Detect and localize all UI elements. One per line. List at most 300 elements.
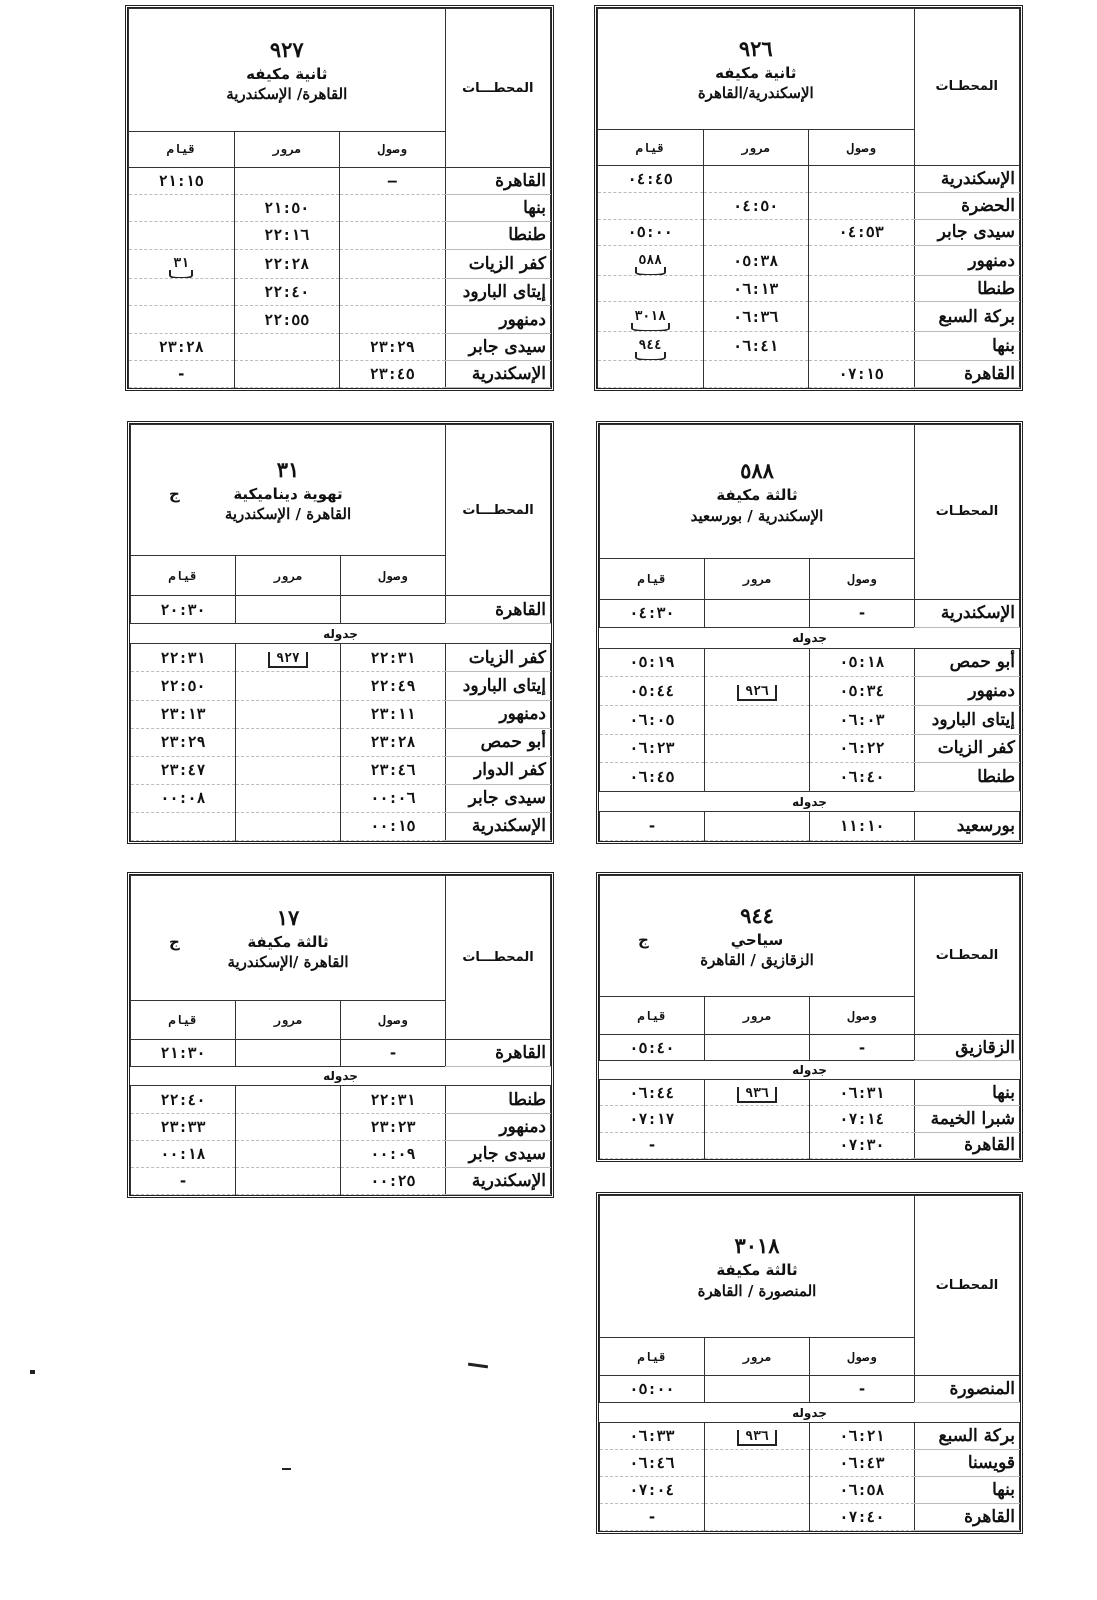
train-number: ٣١ — [276, 456, 300, 482]
pass-time — [703, 165, 809, 192]
train-type: ثانية مكيفه — [246, 64, 328, 83]
pass-time — [705, 1449, 810, 1476]
arrival-time — [809, 331, 915, 360]
arrival-time — [809, 275, 915, 302]
station-name: بورسعيد — [915, 812, 1020, 841]
table-row — [131, 1167, 551, 1194]
table-row — [600, 1422, 1020, 1449]
connection-train: ٣٠١٨ — [629, 310, 672, 328]
table-row — [598, 165, 1020, 192]
pass-time: ٢٢:٢٨ — [234, 249, 340, 279]
train-card-31 — [127, 421, 554, 844]
station-name: إيتاى البارود — [915, 705, 1020, 734]
depart-time: ٢١:١٥ — [129, 168, 235, 195]
pass-header: مرور — [705, 997, 810, 1035]
station-name: طنطا — [914, 275, 1020, 302]
train-card-3018 — [596, 1192, 1023, 1534]
depart-time: ٠٦:٠٥ — [600, 705, 705, 734]
train-route: المنصورة / القاهرة — [697, 1281, 817, 1300]
schedule-divider — [600, 628, 1020, 648]
arrival-time: - — [810, 599, 915, 628]
depart-time: ٠٥:٤٤ — [600, 677, 705, 706]
station-name: شبرا الخيمة — [915, 1106, 1020, 1132]
depart-time: - — [600, 812, 705, 841]
arrival-time — [809, 192, 915, 219]
arrival-time: ٠٠:٢٥ — [341, 1167, 446, 1194]
pass-time: ٢١:٥٠ — [234, 195, 340, 222]
depart-time — [129, 279, 235, 306]
arrival-time: ٠٧:٤٠ — [810, 1503, 915, 1530]
pass-time — [705, 1503, 810, 1530]
table-row — [600, 812, 1020, 841]
stations-header: المحطـــات — [445, 9, 551, 168]
train-header — [598, 9, 915, 130]
schedule-label: جدوله — [600, 791, 1020, 811]
depart-time — [129, 249, 235, 279]
pass-time — [705, 812, 810, 841]
arrival-time: ٢٣:٤٦ — [341, 756, 446, 784]
pass-time — [236, 1140, 341, 1167]
arrival-time: ٠٧:٣٠ — [810, 1132, 915, 1158]
table-row — [131, 812, 551, 840]
table-row — [600, 1376, 1020, 1403]
arrival-time — [340, 279, 446, 306]
pass-time — [236, 812, 341, 840]
station-name: الزقازيق — [915, 1035, 1020, 1061]
arrival-time: - — [341, 1040, 446, 1067]
station-name: بنها — [915, 1476, 1020, 1503]
arrival-time: ٠٦:٠٣ — [810, 705, 915, 734]
train-type: ثالثة مكيفة — [716, 1261, 798, 1280]
connection-train: ٩٢٧ — [268, 652, 307, 668]
station-name: قويسنا — [915, 1449, 1020, 1476]
train-type — [135, 932, 441, 952]
schedule-label: جدوله — [131, 1067, 551, 1086]
depart-time: ٠٦:٤٥ — [600, 763, 705, 792]
pass-time: ٠٦:٤١ — [703, 331, 809, 360]
schedule-label: جدوله — [131, 624, 551, 644]
schedule-divider — [600, 1061, 1020, 1080]
table-row — [129, 360, 551, 387]
depart-time: ٠٧:١٧ — [600, 1106, 705, 1132]
train-type — [135, 484, 441, 504]
station-name: دمنهور — [446, 700, 551, 728]
table-row — [600, 1035, 1020, 1061]
schedule-divider — [600, 1403, 1020, 1422]
station-name: الإسكندرية — [446, 812, 551, 840]
train-927-rows — [129, 168, 551, 388]
depart-time: ٠٦:٤٦ — [600, 1449, 705, 1476]
pass-time — [236, 672, 341, 700]
train-route: القاهرة /الإسكندرية — [227, 953, 349, 972]
table-row — [129, 195, 551, 222]
depart-header: قيام — [131, 556, 236, 596]
station-name: طنطا — [915, 763, 1020, 792]
pass-time — [705, 1132, 810, 1158]
train-926-rows — [598, 165, 1020, 387]
arrival-time: ٠٧:١٤ — [810, 1106, 915, 1132]
pass-header: مرور — [236, 556, 341, 596]
pass-header: مرور — [703, 130, 809, 166]
table-row — [600, 648, 1020, 677]
table-row — [598, 192, 1020, 219]
pass-time — [234, 168, 340, 195]
train-card-588 — [596, 421, 1023, 844]
pass-time — [705, 648, 810, 677]
pass-time — [705, 763, 810, 792]
pass-time — [705, 599, 810, 628]
depart-time: - — [129, 360, 235, 387]
depart-time: ٠٧:٠٤ — [600, 1476, 705, 1503]
table-row — [131, 728, 551, 756]
pass-time — [236, 1113, 341, 1140]
schedule-label: جدوله — [600, 1061, 1020, 1080]
train-17-rows — [131, 1040, 551, 1195]
station-name: الإسكندرية — [446, 1167, 551, 1194]
table-row — [131, 1040, 551, 1067]
train-header — [600, 1196, 915, 1338]
pass-time — [705, 1035, 810, 1061]
pass-header: مرور — [705, 1337, 810, 1376]
arrival-time: ٠٤:٥٣ — [809, 219, 915, 246]
pass-time: ٢٢:١٦ — [234, 222, 340, 249]
depart-time: ٢٠:٣٠ — [131, 596, 236, 624]
stations-header: المحطـات — [915, 1196, 1020, 1376]
depart-header: قيام — [600, 558, 705, 599]
station-name: كفر الدوار — [446, 756, 551, 784]
schedule-label: جدوله — [600, 628, 1020, 648]
arrival-time: ٢٢:٣١ — [341, 1086, 446, 1113]
depart-time: ٠٠:١٨ — [131, 1140, 236, 1167]
depart-time: - — [600, 1132, 705, 1158]
station-name: طنطا — [446, 1086, 551, 1113]
depart-time: ٢٢:٣١ — [131, 644, 236, 672]
arrival-time — [340, 306, 446, 333]
train-type — [604, 930, 910, 950]
station-name: القاهرة — [446, 596, 551, 624]
table-row — [598, 302, 1020, 331]
train-588-rows — [600, 599, 1020, 840]
station-name: بنها — [915, 1080, 1020, 1106]
station-name: المنصورة — [915, 1376, 1020, 1403]
schedule-divider — [131, 1067, 551, 1086]
station-name: سيدى جابر — [446, 784, 551, 812]
train-number: ٥٨٨ — [740, 457, 774, 483]
depart-header: قيام — [129, 131, 235, 167]
pass-time: ٠٦:٣٦ — [703, 302, 809, 331]
station-name: دمنهور — [445, 306, 551, 333]
arrival-time: - — [810, 1376, 915, 1403]
arrival-time: ٢٢:٣١ — [341, 644, 446, 672]
depart-time: ٠٦:٣٣ — [600, 1422, 705, 1449]
depart-header: قيام — [598, 130, 704, 166]
station-name: دمنهور — [914, 246, 1020, 275]
pass-time — [236, 596, 341, 624]
train-type-label: تهوية ديناميكية — [233, 484, 343, 503]
table-row — [129, 222, 551, 249]
table-row — [600, 677, 1020, 706]
station-name: الحضرة — [914, 192, 1020, 219]
pass-time — [703, 361, 809, 388]
depart-time: ٢٣:٢٨ — [129, 333, 235, 360]
arrival-time: ٢٣:١١ — [341, 700, 446, 728]
depart-time — [598, 192, 704, 219]
arrival-header: وصول — [810, 558, 915, 599]
depart-time: ٠٦:٤٤ — [600, 1080, 705, 1106]
pass-time: ٠٦:١٣ — [703, 275, 809, 302]
station-name: كفر الزيات — [445, 249, 551, 279]
depart-header: قيام — [131, 1001, 236, 1040]
arrival-time: ٢٣:٢٨ — [341, 728, 446, 756]
arrival-time: ٠٥:١٨ — [810, 648, 915, 677]
arrival-time — [340, 249, 446, 279]
arrival-time — [809, 302, 915, 331]
station-name: القاهرة — [446, 1040, 551, 1067]
station-name: إيتاى البارود — [446, 672, 551, 700]
depart-time — [131, 812, 236, 840]
train-header — [131, 876, 446, 1001]
depart-header: قيام — [600, 997, 705, 1035]
pass-time — [236, 1086, 341, 1113]
train-card-17 — [127, 872, 554, 1198]
station-name: كفر الزيات — [446, 644, 551, 672]
station-name: دمنهور — [446, 1113, 551, 1140]
table-row — [131, 1113, 551, 1140]
train-header — [131, 425, 446, 556]
pass-time — [703, 219, 809, 246]
arrival-time: ٠٦:٤٠ — [810, 763, 915, 792]
depart-time — [129, 195, 235, 222]
stations-header: المحطـات — [915, 425, 1020, 600]
train-number: ٩٢٧ — [269, 36, 304, 62]
table-row — [600, 1449, 1020, 1476]
table-row — [600, 734, 1020, 763]
station-name: بركة السبع — [915, 1422, 1020, 1449]
station-name: إيتاى البارود — [445, 279, 551, 306]
pass-time — [705, 677, 810, 706]
station-name: القاهرة — [914, 361, 1020, 388]
arrival-time: ١١:١٠ — [810, 812, 915, 841]
connection-train: ٥٨٨ — [633, 254, 668, 272]
arrival-time: ٢٣:٢٣ — [341, 1113, 446, 1140]
pass-time — [705, 1106, 810, 1132]
depart-time: ٠٤:٣٠ — [600, 599, 705, 628]
station-name: القاهرة — [445, 168, 551, 195]
train-route: القاهرة/ الإسكندرية — [226, 85, 348, 104]
pass-time — [236, 784, 341, 812]
arrival-header: وصول — [810, 997, 915, 1035]
station-name: القاهرة — [915, 1503, 1020, 1530]
arrival-time: ٠٠:٠٦ — [341, 784, 446, 812]
train-header — [600, 876, 915, 997]
depart-time — [598, 302, 704, 331]
table-row — [131, 756, 551, 784]
arrival-header: وصول — [340, 131, 446, 167]
pass-time — [705, 1080, 810, 1106]
arrival-time: ٠٦:٥٨ — [810, 1476, 915, 1503]
table-row — [129, 249, 551, 279]
depart-time — [598, 361, 704, 388]
station-name: بنها — [445, 195, 551, 222]
depart-time: ٠٥:٠٠ — [598, 219, 704, 246]
table-row — [598, 361, 1020, 388]
depart-time: ٢٢:٥٠ — [131, 672, 236, 700]
depart-time: ٠٥:٠٠ — [600, 1376, 705, 1403]
table-row — [600, 1476, 1020, 1503]
table-row — [131, 672, 551, 700]
table-row — [131, 700, 551, 728]
pass-time — [705, 1476, 810, 1503]
pass-time — [236, 728, 341, 756]
arrival-time: ٠٦:٣١ — [810, 1080, 915, 1106]
table-row — [129, 333, 551, 360]
arrival-header: وصول — [810, 1337, 915, 1376]
station-name: الإسكندرية — [915, 599, 1020, 628]
arrival-time — [341, 596, 446, 624]
arrival-time: - — [810, 1035, 915, 1061]
table-row — [600, 1106, 1020, 1132]
train-number: ٩٢٦ — [738, 35, 773, 61]
table-row — [598, 219, 1020, 246]
table-row — [598, 275, 1020, 302]
scan-mark — [282, 1468, 291, 1470]
table-row — [131, 596, 551, 624]
depart-time — [598, 246, 704, 275]
pass-time — [236, 756, 341, 784]
train-type: ثانية مكيفه — [715, 64, 797, 83]
depart-time: ٢٣:٣٣ — [131, 1113, 236, 1140]
connection-train: ٩٣٦ — [737, 1087, 776, 1103]
stations-header: المحطـات — [914, 9, 1020, 166]
stations-header: المحطـات — [915, 876, 1020, 1035]
depart-time: ٢٣:٢٩ — [131, 728, 236, 756]
connection-train: ٩٢٦ — [737, 685, 776, 701]
depart-time: ٠٠:٠٨ — [131, 784, 236, 812]
scan-mark — [30, 1370, 35, 1374]
table-row — [131, 1140, 551, 1167]
table-row — [131, 644, 551, 672]
train-type-label: ثالثة مكيفة — [247, 933, 329, 952]
pass-time — [236, 700, 341, 728]
table-row — [600, 705, 1020, 734]
depart-header: قيام — [600, 1337, 705, 1376]
station-name: الإسكندرية — [914, 165, 1020, 192]
station-name: أبو حمص — [446, 728, 551, 756]
table-row — [131, 784, 551, 812]
table-row — [129, 306, 551, 333]
arrival-time: ٠٦:٢٢ — [810, 734, 915, 763]
arrival-time — [809, 165, 915, 192]
schedule-label: جدوله — [600, 1403, 1020, 1422]
arrival-time — [340, 195, 446, 222]
table-row — [600, 1132, 1020, 1158]
train-944-rows — [600, 1035, 1020, 1159]
station-name: بنها — [914, 331, 1020, 360]
table-row — [600, 763, 1020, 792]
train-card-927 — [125, 5, 554, 391]
arrival-time: ٠٥:٣٤ — [810, 677, 915, 706]
pass-time — [234, 333, 340, 360]
scan-mark — [468, 1363, 488, 1369]
depart-time: - — [600, 1503, 705, 1530]
table-row — [129, 279, 551, 306]
train-number: ٣٠١٨ — [734, 1232, 780, 1258]
pass-time: ٠٤:٥٠ — [703, 192, 809, 219]
train-number: ١٧ — [276, 904, 300, 930]
stations-header: المحطـــات — [446, 425, 551, 596]
train-type: ثالثة مكيفة — [716, 486, 798, 505]
pass-time — [705, 705, 810, 734]
train-route: الإسكندرية / بورسعيد — [690, 506, 824, 525]
pass-time — [705, 1422, 810, 1449]
arrival-header: وصول — [341, 556, 446, 596]
depart-time: ٢٣:٤٧ — [131, 756, 236, 784]
station-name: سيدى جابر — [914, 219, 1020, 246]
train-card-944 — [596, 872, 1023, 1162]
table-row — [600, 599, 1020, 628]
depart-time: ٠٥:١٩ — [600, 648, 705, 677]
station-name: سيدى جابر — [446, 1140, 551, 1167]
train-3018-rows — [600, 1376, 1020, 1531]
pass-time — [236, 1167, 341, 1194]
table-row — [598, 331, 1020, 360]
station-name: كفر الزيات — [915, 734, 1020, 763]
arrival-time — [340, 222, 446, 249]
station-name: القاهرة — [915, 1132, 1020, 1158]
pass-time — [234, 360, 340, 387]
stations-header: المحطـــات — [446, 876, 551, 1040]
schedule-divider — [600, 791, 1020, 811]
pass-time — [705, 1376, 810, 1403]
station-name: سيدى جابر — [445, 333, 551, 360]
train-card-926 — [594, 5, 1023, 391]
train-route: الزقازيق / القاهرة — [700, 951, 814, 970]
arrival-time: – — [340, 168, 446, 195]
depart-time: ٢١:٣٠ — [131, 1040, 236, 1067]
arrival-time: ٠٠:١٥ — [341, 812, 446, 840]
arrival-time: ٠٦:٢١ — [810, 1422, 915, 1449]
pass-header: مرور — [234, 131, 340, 167]
connection-train: ٣١ — [167, 257, 195, 275]
table-row — [600, 1503, 1020, 1530]
station-name: أبو حمص — [915, 648, 1020, 677]
depart-time — [129, 306, 235, 333]
arrival-time: ٠٧:١٥ — [809, 361, 915, 388]
pass-time: ٠٥:٣٨ — [703, 246, 809, 275]
arrival-time: ٠٠:٠٩ — [341, 1140, 446, 1167]
table-row — [131, 1086, 551, 1113]
class-badge: ج — [169, 484, 180, 503]
pass-time — [236, 1040, 341, 1067]
train-route: القاهرة / الإسكندرية — [224, 505, 352, 524]
class-badge: ج — [169, 933, 180, 952]
pass-header: مرور — [236, 1001, 341, 1040]
pass-time: ٢٢:٤٠ — [234, 279, 340, 306]
table-row — [598, 246, 1020, 275]
arrival-header: وصول — [341, 1001, 446, 1040]
depart-time: ٢٣:١٣ — [131, 700, 236, 728]
connection-train: ٩٤٤ — [633, 339, 668, 357]
arrival-time: ٢٢:٤٩ — [341, 672, 446, 700]
station-name: طنطا — [445, 222, 551, 249]
table-row — [129, 168, 551, 195]
pass-time — [705, 734, 810, 763]
schedule-divider — [131, 624, 551, 644]
depart-time: ٢٢:٤٠ — [131, 1086, 236, 1113]
arrival-time — [809, 246, 915, 275]
depart-time — [598, 275, 704, 302]
train-type-label: سياحي — [730, 931, 784, 950]
